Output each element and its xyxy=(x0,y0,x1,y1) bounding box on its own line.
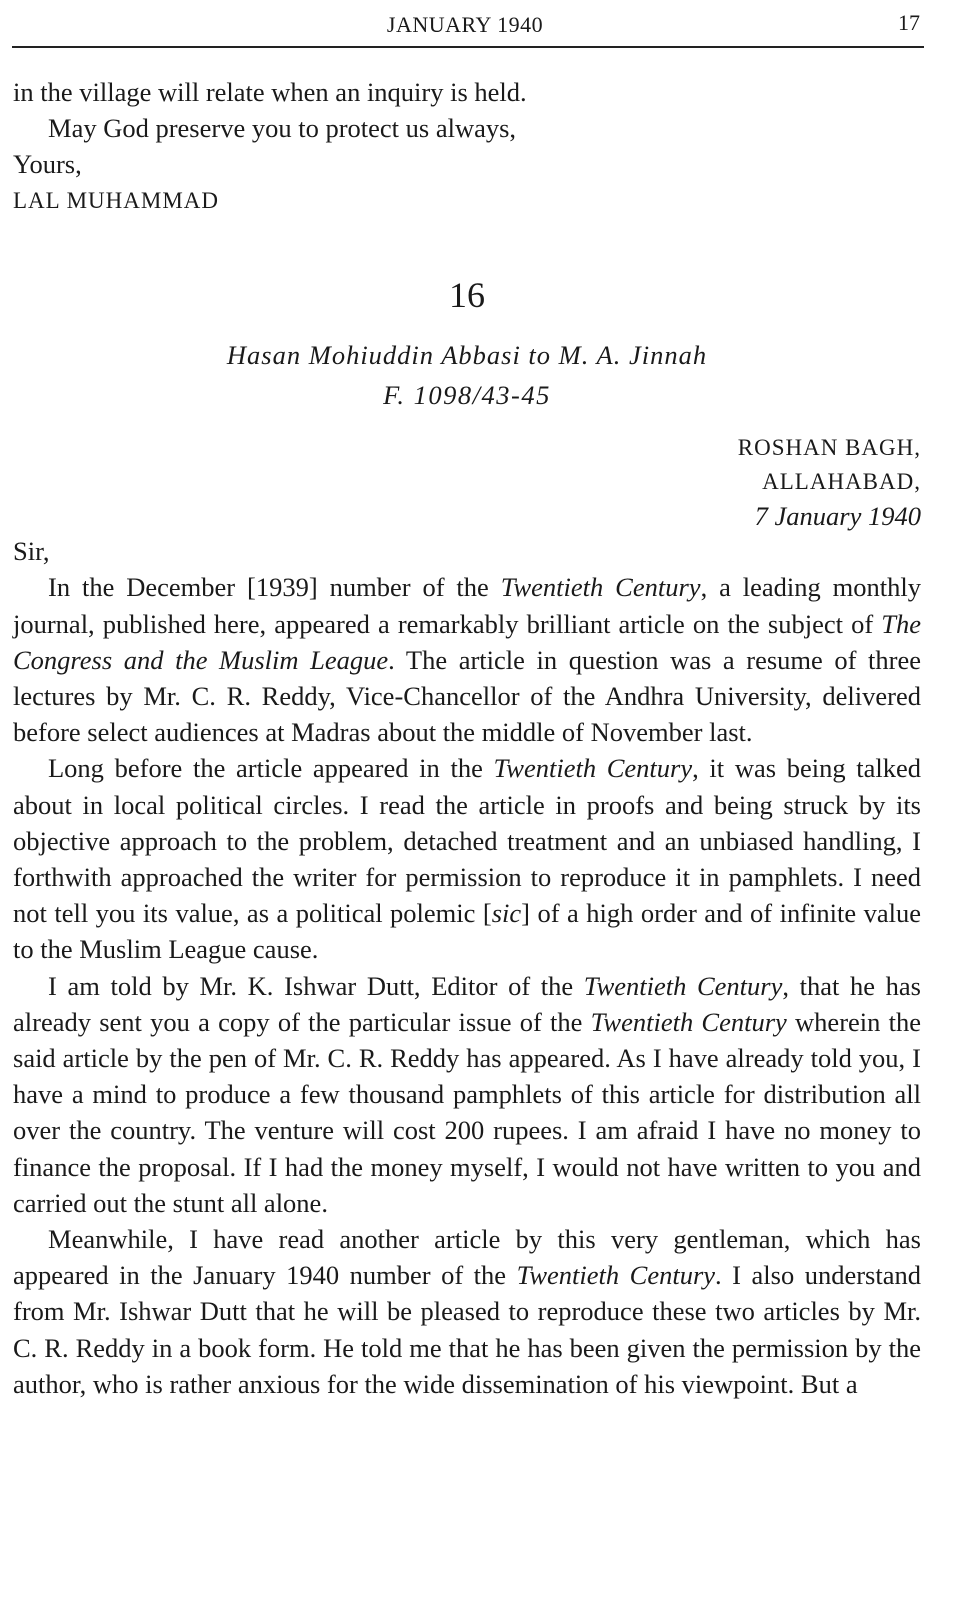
paragraph-3-text: , that he has already sent you a copy of the particular issue of the xyxy=(13,970,921,1037)
continuation-line-1: in the village will relate when an inquiry is held. xyxy=(13,77,527,107)
paragraph-2 xyxy=(13,750,921,967)
paragraph-1-text: , a leading monthly journal, published here, appeared a remarkably brilliant article on the subject of xyxy=(13,572,922,639)
journal-title: Twentieth Century xyxy=(493,753,693,784)
letter-date: 7 January 1940 xyxy=(754,501,921,532)
continuation-line-2: May God preserve you to protect us always, xyxy=(48,113,517,144)
paragraph-2-text: , it was being talked about in local political circles. I read the article in proofs and being struck by its objective approach to the problem, detached treatment and an unbiased handling, I forthwith approached the writer for permission to reproduce it in pamphlets. I need not tell you its value, as a political polemic [ xyxy=(13,753,922,929)
journal-title: Twentieth Century xyxy=(500,572,701,603)
address-line-2: ALLAHABAD, xyxy=(762,469,921,495)
paragraph-4-text: Meanwhile, I have read another article by this very gentleman, which has appeared in the January 1940 number of the xyxy=(13,1224,921,1291)
salutation: Sir, xyxy=(13,536,50,567)
page-body xyxy=(13,74,921,1402)
paragraph-3-text: I am told by Mr. K. Ishwar Dutt, Editor of the xyxy=(48,970,584,1001)
journal-title: Twentieth Century xyxy=(516,1260,716,1291)
paragraph-2-text: ] of a high order and of infinite value to the Muslim League cause. xyxy=(13,898,921,965)
sic-marker: sic xyxy=(491,898,522,929)
running-head-title: JANUARY 1940 xyxy=(386,12,544,37)
journal-title: Twentieth Century xyxy=(590,1006,787,1037)
document-heading: Hasan Mohiuddin Abbasi to M. A. Jinnah xyxy=(226,339,708,370)
paragraph-3-text: wherein the said article by the pen of Mr. C. R. Reddy has appeared. As I have already told you, I have a mind to produce a few thousand pamphlets of this article for distribution all over the country. The venture will cost 200 rupees. I am afraid I have no money to finance the proposal. If I had the money myself, I would not have written to you and carried out the stunt all alone. xyxy=(13,1006,921,1218)
address-line-1: ROSHAN BAGH, xyxy=(737,435,921,461)
closing-yours: Yours, xyxy=(13,149,82,180)
running-head xyxy=(0,8,968,42)
paragraph-1-text: . The article in question was a resume of three lectures by Mr. C. R. Reddy, Vice-Chancellor of the Andhra University, delivered before select audiences at Madras about the middle of November last. xyxy=(13,644,921,748)
paragraph-4 xyxy=(13,1221,921,1402)
document-file-reference: F. 1098/43-45 xyxy=(383,380,551,411)
paragraph-1-text: In the December [1939] number of the xyxy=(48,572,501,603)
journal-title: Twentieth Century xyxy=(583,970,783,1001)
article-title: The Congress and the Muslim League xyxy=(13,608,921,675)
page-number: 17 xyxy=(898,10,920,35)
signature-name: LAL MUHAMMAD xyxy=(13,187,220,213)
paragraph-3 xyxy=(13,968,921,1221)
paragraph-2-text: Long before the article appeared in the xyxy=(48,753,494,784)
paragraph-1 xyxy=(13,569,921,750)
document-number: 16 xyxy=(449,274,485,315)
header-rule xyxy=(12,46,924,48)
paragraph-4-text: . I also understand from Mr. Ishwar Dutt that he will be pleased to reproduce these two articles by Mr. C. R. Reddy in a book form. He told me that he has been given the permission by the author, who is rather anxious for the wide dissemination of his viewpoint. But a xyxy=(13,1260,921,1399)
sender-address xyxy=(13,431,921,533)
